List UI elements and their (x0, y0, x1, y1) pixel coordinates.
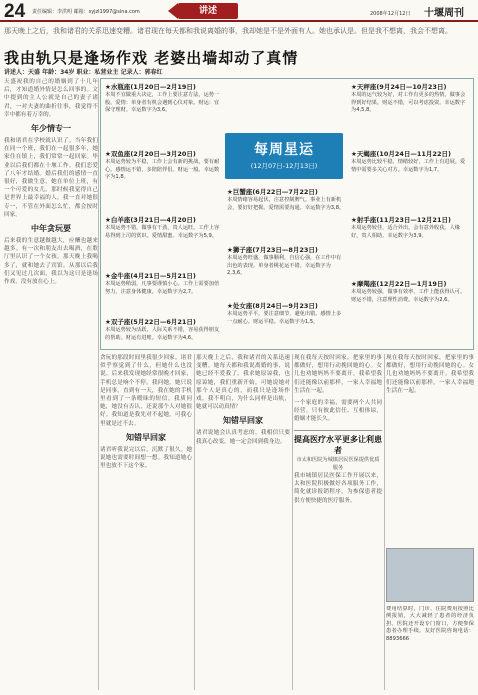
sign-text: 本周运势较为平稳，工作上会有新的挑战，要有耐心。感情运不错，多陪陪伴侣。财运一般。幸运数字为1,8。 (105, 159, 220, 180)
sign-title: ★天秤座(9月24日—10月23日) (351, 83, 447, 91)
sign-text: 本周运势较为活跃，人际关系不错，容易获得朋友的帮助。财运有进账。幸运数字为4,6。 (105, 327, 220, 341)
hospital-article-body: 我市城镇居民医保工作开展以来，太和医院积极做好各项服务工作，简化就诊报销程序，为参保患者提供方便快捷的医疗服务。 (294, 473, 382, 504)
sign-text: 本周运势平平，要注意细节，避免出错。感情上多一点耐心。财运平稳。幸运数字为1,5。 (227, 311, 342, 325)
sign-text: 本周的运气较为好，对工作有更多的热情，做事会得到好结果。财运不错，可以考虑投资。幸运数字为4,5,8。 (351, 92, 466, 113)
horoscope-sign (227, 301, 345, 326)
subheading: 中年贪玩要 (31, 224, 71, 234)
sign-title: ★双鱼座(2月20日—3月20日) (105, 150, 196, 158)
horoscope-sign (105, 82, 223, 115)
hospital-photo (386, 548, 474, 602)
sign-title: ★白羊座(3月21日—4月20日) (105, 216, 196, 224)
horoscope-panel (100, 78, 474, 350)
column-body: 现在我每天按时回家，把家里的事都做好，想用行动挽回她的心。女儿也劝她妈妈不要离开。我希望我们还能像以前那样，一家人幸福地生活在一起。 (294, 355, 382, 394)
sign-text: 本周运势较佳，适合外出，会有意外收获。人缘好，贵人相助。幸运数字为3,9。 (351, 225, 460, 239)
horoscope-sign (105, 271, 223, 296)
column-body: 诸君听我说完以后，沉默了很久。她说她也需要时间想一想。我知道她心里也放不下这个家。 (100, 446, 192, 470)
sign-title: ★双子座(5月22日—6月21日) (105, 318, 196, 326)
sign-text: 本周运势旺盛，做事顺利，自信心强，在工作中有出色的表现。单身者桃花运不错。幸运数字为2,3,6。 (227, 255, 342, 276)
hospital-promo-text: 费用结算时，门诊、住院费用按照比例报销，大大减轻了患者的经济负担。医院还开设专门窗口，方便参保患者办理手续。友好医院咨询电话：8893666 (386, 606, 474, 642)
horoscope-sign (105, 215, 223, 240)
column-divider (384, 354, 385, 690)
horoscope-sign (105, 149, 223, 182)
article-byline: 讲述人：天盛 年龄：34岁 职业：私营业主 记录人：郭春红 (4, 69, 163, 76)
hospital-article-subtitle: 市太和医院为城镇居民医保提供优质服务 (296, 456, 380, 471)
sign-title: ★水瓶座(1月20日—2月19日) (105, 83, 196, 91)
column-divider (194, 354, 195, 690)
horoscope-sign (227, 245, 345, 278)
hospital-article (294, 430, 382, 505)
sign-title: ★摩羯座(12月22日—1月19日) (351, 280, 447, 288)
article-column (196, 354, 290, 690)
column-body: 那天晚上之后，我和诸君的关系迅速变糟。她每天都和我说离婚的事，说她已经不爱我了。我求她原谅我，也原谅她，我们重新开始。可她说她对那个人是真心的，而我只是逢场作戏。我不明白，为什么同样是出轨，她就可以动真情？ (196, 355, 290, 411)
banner-dates: (12月07日-12月13日) (250, 162, 318, 170)
horoscope-sign (351, 279, 469, 304)
sign-title: ★金牛座(4月21日—5月21日) (105, 272, 196, 280)
column-body: 现在我每天按时回家，把家里的事都做好，想用行动挽回她的心。女儿也劝她妈妈不要离开。我希望我们还能像以前那样，一家人幸福地生活在一起。 (386, 355, 474, 394)
sign-text: 本周不宜做重大决定，工作上要注意方法，运势一般。爱情：单身者有机会遇到心仪对象。财运：宜保守理财。幸运数字为3,6。 (105, 92, 220, 113)
horoscope-sign (351, 149, 469, 174)
sign-title: ★天蝎座(10月24日—11月22日) (351, 150, 451, 158)
sign-text: 本周运势比较平稳，情绪较好，工作上有进展。爱情中需要多关心对方。幸运数字为1,7。 (351, 159, 466, 173)
subheading: 年少情专一 (31, 124, 71, 134)
horoscope-sign (351, 215, 469, 240)
subheading: 知错早回家 (223, 416, 263, 426)
article-column-left (4, 78, 98, 690)
section-tab: 讲述 (178, 3, 238, 19)
column-divider (292, 354, 293, 690)
horoscope-banner (225, 133, 343, 179)
sign-title: ★射手座(11月23日—12月21日) (351, 216, 451, 224)
banner-title: 每周星运 (254, 142, 314, 158)
subheading: 知错早回家 (126, 432, 166, 442)
column-intro: 天盛祝我的自己的婚姻到了十几年后，才知道婚外情是怎么回事的。文中提到的主人公就是自己的妻子诸君，一对夫妻的曲折往事，我觉得不幸中都有着万幸的。 (4, 79, 98, 118)
issue-date: 2008年12月12日 (370, 11, 411, 17)
column-body: 一个家庭的幸福，需要两个人共同经营。只有彼此信任、互相体谅，婚姻才能长久。 (294, 400, 382, 423)
article-column (294, 354, 382, 690)
column-body: 我和诸君在学校就认识了。当年我们在同一个班，我们在一起很多年，她家住在镇上，我们常常一起回家。毕业以后我们都在十堰工作。我们恋爱了八年才结婚。婚后我们的感情一直很好，我做生意，她在单位上班，有一个可爱的女儿。那时候我觉得自己是世界上最幸福的人。我一直对她很专一，不管在外面怎么忙，都会按时回家。 (4, 138, 98, 218)
column-body: 贪玩的那段时间里我很少回家。诸君似乎察觉到了什么，但她什么也没说。后来我发现她经常很晚才回家，手机总是响个不停。我问她，她只说是同事。直到有一天，我在她的手机里看到了一条暧昧的短信。我质问她，她没有否认，还说那个人对她很好。我知道是我先对不起她，可我心里就是过不去。 (100, 355, 192, 427)
hospital-article-title: 提高医疗水平更多让利患者 (294, 434, 382, 455)
column-body: 后来我的生意越做越大，应酬也越来越多。有一次和朋友出去喝酒，在歌厅里认识了一个女孩。那天晚上我喝多了，就和她去了宾馆。从那以后我们又见过几次面，我以为这只是逢场作戏，没有放在心上。 (4, 238, 98, 286)
page-number: 24 (4, 1, 26, 22)
article-headline: 我由轨只是逢场作戏 老婆出墙却动了真情 (4, 49, 299, 67)
sign-text: 本周运势不错，做事有干劲，贵人运旺。工作上容易得到上司的赏识。爱情甜蜜。幸运数字为5,9。 (105, 225, 220, 239)
horoscope-sign (105, 317, 223, 342)
paper-name: 十堰周刊 (424, 8, 464, 19)
sign-title: ★狮子座(7月23日—8月23日) (227, 246, 318, 254)
column-divider (98, 78, 99, 690)
horoscope-sign (227, 187, 345, 212)
article-column (100, 354, 192, 690)
sign-text: 本周运势稍弱，凡事要谨慎小心。工作上需要加倍努力，注意身体健康。幸运数字为2,7。 (105, 281, 220, 295)
page-header (0, 0, 478, 22)
column-body: 诸君说她会认真考虑的。我相信只要我真心改变，她一定会回到我身边。 (196, 430, 290, 445)
horoscope-sign (351, 82, 469, 115)
sign-text: 本周情绪容易起伏，注意控制脾气。事业上有新机会，要好好把握。爱情需要沟通。幸运数字为3,8。 (227, 197, 345, 211)
article-lede: 那天晚上之后，我和诸君的关系迅速变糟。诸君现在每天都和我说离婚的事，我却她是不是外面有人。她也承认是。但是我不想离，我会不想离。 (4, 27, 452, 35)
editor-meta: 责任编辑：李洪明 邮箱：syjzl1997@sina.com (32, 9, 140, 15)
sign-title: ★处女座(8月24日—9月23日) (227, 302, 318, 310)
sign-text: 本周运势较强，做事有效率，工作上能获得认可。财运不错，注意理性消费。幸运数字为2,6。 (351, 289, 466, 303)
sign-title: ★巨蟹座(6月22日—7月22日) (227, 188, 318, 196)
